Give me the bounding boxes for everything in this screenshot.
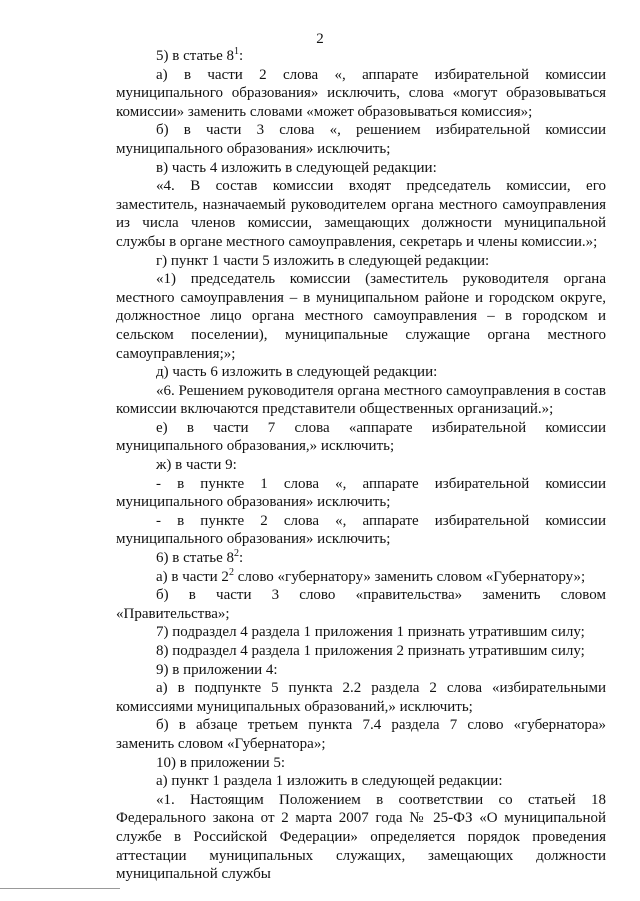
paragraph	[116, 549, 606, 568]
paragraph	[116, 252, 606, 271]
paragraph	[116, 568, 606, 587]
paragraph-text: б) в части 3 слово «правительства» заменить словом «Правительства»;	[116, 587, 606, 622]
paragraph	[116, 791, 606, 884]
paragraph	[116, 47, 606, 66]
paragraph	[116, 363, 606, 382]
paragraph-text: е) в части 7 слова «аппарате избирательной комиссии муниципального образования,» исключить;	[116, 419, 606, 455]
paragraph-text: «6. Решением руководителя органа местного самоуправления в состав комиссии включаются представители общественных организаций.»;	[116, 382, 606, 418]
paragraph	[116, 642, 606, 661]
paragraph	[116, 456, 606, 475]
paragraph-text: д) часть 6 изложить в следующей редакции:	[156, 364, 438, 381]
paragraph-text: б) в абзаце третьем пункта 7.4 раздела 7 слово «губернатора» заменить словом «Губернатора»;	[116, 717, 606, 752]
paragraph	[116, 716, 606, 753]
paragraph	[116, 66, 606, 122]
paragraph	[116, 623, 606, 642]
paragraph-text: а) пункт 1 раздела 1 изложить в следующей редакции:	[156, 773, 503, 790]
paragraph	[116, 475, 606, 512]
paragraph-text: а) в части 2 слова «, аппарате избирательной комиссии муниципального образования» исключить, слова «могут образовываться комиссии» заменить словами «может образовываться комиссия»;	[116, 66, 606, 120]
paragraph	[116, 772, 606, 791]
paragraph-text: «4. В состав комиссии входят председатель комиссии, его заместитель, назначаемый руководителем органа местного самоуправления из числа членов комиссии, замещающих должности муниципальной службы в органе местного самоуправления, секретарь и члены комиссии.»;	[116, 178, 606, 250]
paragraph-text: 5) в статье 8	[156, 48, 235, 64]
document-body	[116, 47, 606, 884]
footer-rule	[0, 888, 120, 889]
paragraph-text: 8) подраздел 4 раздела 1 приложения 2 признать утратившим силу;	[156, 643, 585, 659]
paragraph	[116, 159, 606, 178]
paragraph-text: г) пункт 1 части 5 изложить в следующей редакции:	[156, 252, 490, 269]
paragraph-text: 7) подраздел 4 раздела 1 приложения 1 признать утратившим силу;	[156, 624, 585, 641]
page-number: 2	[316, 31, 324, 47]
paragraph	[116, 270, 606, 363]
paragraph-text: 9) в приложении 4:	[156, 661, 278, 678]
paragraph-text: «1) председатель комиссии (заместитель руководителя органа местного самоуправления – в муниципальном районе и городском округе, должностное лицо органа местного самоуправления – в городском и сельском поселении), муниципальные служащие органа местного самоуправления;»;	[116, 271, 606, 362]
paragraph-text-tail: слово «губернатору» заменить словом «Губернатору»;	[233, 568, 586, 585]
paragraph	[116, 419, 606, 456]
paragraph-text: 10) в приложении 5:	[156, 754, 286, 771]
paragraph-text: а) в части 2	[156, 568, 229, 585]
paragraph	[116, 586, 606, 623]
paragraph	[116, 679, 606, 716]
paragraph	[116, 177, 606, 251]
paragraph-text: «1. Настоящим Положением в соответствии со статьей 18 Федерального закона от 2 марта 2007 года № 25-ФЗ «О муниципальной службе в Российской Федерации» определяется порядок проведения аттестации муниципальных служащих, замещающих должности муниципальной службы	[116, 791, 606, 883]
paragraph-text: ж) в части 9:	[156, 457, 237, 474]
paragraph-text: - в пункте 1 слова «, аппарате избирательной комиссии муниципального образования» исключить;	[116, 475, 606, 511]
paragraph	[116, 382, 606, 419]
paragraph-text: - в пункте 2 слова «, аппарате избирательной комиссии муниципального образования» исключить;	[116, 512, 606, 548]
paragraph-text-tail: :	[239, 550, 244, 567]
paragraph-text: в) часть 4 изложить в следующей редакции:	[156, 159, 437, 176]
paragraph-text-tail: :	[239, 48, 244, 64]
paragraph	[116, 754, 606, 773]
superscript: 2	[234, 548, 240, 560]
superscript: 2	[228, 566, 234, 578]
paragraph	[116, 512, 606, 549]
paragraph-text: а) в подпункте 5 пункта 2.2 раздела 2 слова «избирательными комиссиями муниципальных образований,» исключить;	[116, 680, 606, 715]
paragraph	[116, 121, 606, 158]
paragraph-text: б) в части 3 слова «, решением избирательной комиссии муниципального образования» исключить;	[116, 122, 606, 157]
paragraph	[116, 661, 606, 680]
superscript: 1	[234, 46, 240, 57]
paragraph-text: 6) в статье 8	[156, 550, 235, 567]
